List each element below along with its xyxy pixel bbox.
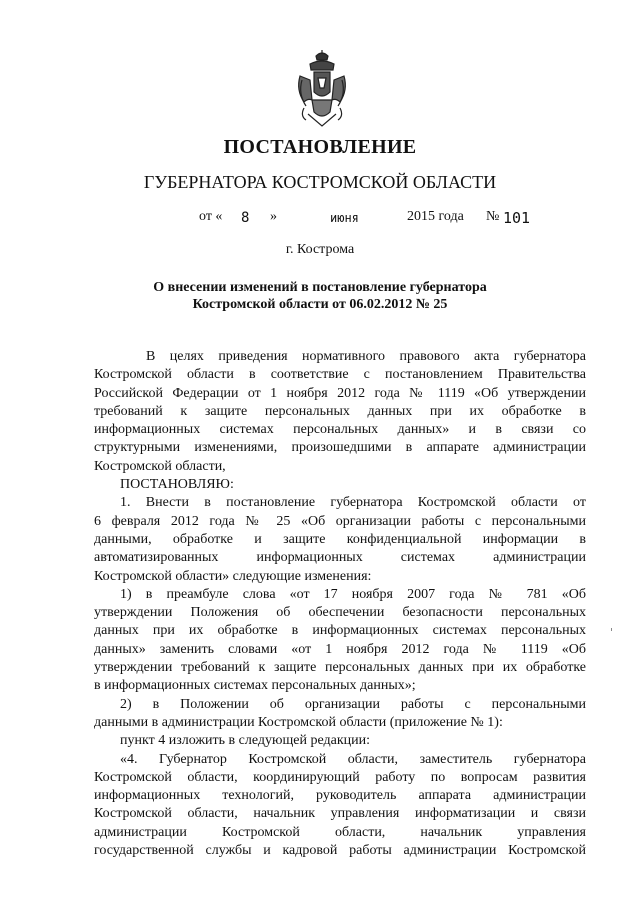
issuer-title: ГУБЕРНАТОРА КОСТРОМСКОЙ ОБЛАСТИ — [143, 172, 497, 192]
body-line: Костромской области, начальник управления информатизации и связи — [94, 806, 586, 822]
body-line: данными в администрации Костромской области (приложение № 1): — [94, 714, 503, 730]
number-label: № — [486, 209, 500, 224]
body-line: структурными изменениями, произошедшими в аппарате администрации — [94, 440, 586, 456]
body-line: 1. Внести в постановление губернатора Костромской области от — [120, 495, 586, 511]
coat-of-arms-emblem — [294, 50, 350, 128]
body-line: 2) в Положении об организации работы с персональными — [120, 696, 586, 712]
body-line: «4. Губернатор Костромской области, заместитель губернатора — [120, 751, 586, 767]
date-month: июня — [330, 211, 359, 225]
body-line: автоматизированных информационных системах администрации — [94, 550, 586, 566]
body-line: администрации Костромской области, начальник управления — [94, 824, 586, 840]
body-line: утверждении требований к защите персональных данных при их обработке — [94, 660, 586, 676]
body-line: в информационных системах персональных данных»; — [94, 678, 416, 694]
document-number: 101 — [503, 209, 531, 227]
date-close: » — [270, 209, 277, 224]
body-line: Костромской области, — [94, 458, 226, 474]
body-line: данными, обработке и защите конфиденциальной информации в — [94, 531, 586, 547]
date-prefix: от « — [199, 209, 223, 224]
body-line: Костромской области в соответствие с постановлением Правительства — [94, 367, 586, 383]
body-line: Костромской области, координирующий работу по вопросам развития — [94, 769, 586, 785]
body-line: ПОСТАНОВЛЯЮ: — [120, 477, 234, 493]
body-line: утверждении Положения об обеспечении безопасности персональных — [94, 605, 586, 621]
body-line: Костромской области» следующие изменения: — [94, 568, 372, 584]
body-line: информационных системах персональных данных» и в связи со — [94, 422, 586, 438]
body-line: данных при их обработке в информационных системах персональных — [94, 623, 586, 639]
city: г. Кострома — [285, 242, 355, 257]
body-line: требований к защите персональных данных при их обработке в — [94, 403, 586, 419]
scan-speck — [611, 628, 612, 631]
document-body — [94, 348, 586, 860]
subject-line-2: Костромской области от 06.02.2012 № 25 — [192, 297, 448, 312]
body-line: 6 февраля 2012 года № 25 «Об организации работы с персональными — [94, 513, 586, 529]
body-line: информационных технологий, руководитель аппарата администрации — [94, 788, 586, 804]
date-day: 8 — [241, 210, 250, 226]
body-line: 1) в преамбуле слова «от 17 ноября 2007 года № 781 «Об — [120, 586, 586, 602]
document-title: ПОСТАНОВЛЕНИЕ — [223, 136, 417, 158]
date-year: 2015 года — [407, 209, 464, 224]
subject-line-1: О внесении изменений в постановление губернатора — [153, 280, 487, 295]
body-line: пункт 4 изложить в следующей редакции: — [120, 733, 370, 749]
body-line: данных» заменить словами «от 1 ноября 2012 года № 1119 «Об — [94, 641, 586, 657]
body-line: государственной службы и кадровой работы администрации Костромской — [94, 843, 586, 859]
body-line: В целях приведения нормативного правового акта губернатора — [146, 349, 586, 364]
body-line: Российской Федерации от 1 ноября 2012 года № 1119 «Об утверждении — [94, 385, 586, 401]
date-line — [0, 209, 640, 231]
